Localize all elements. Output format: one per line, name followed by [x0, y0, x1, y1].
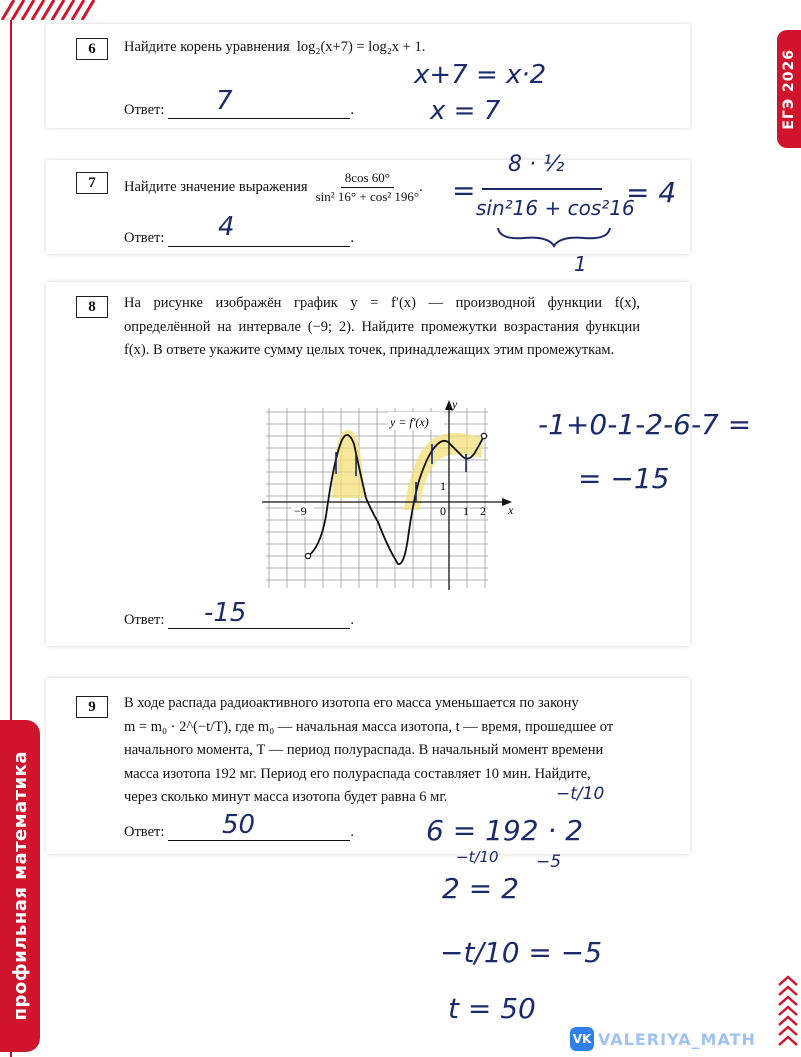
handwritten-result: = 4 [626, 176, 677, 209]
handwritten-step: x = 7 [430, 96, 501, 126]
tick-label: 1 [463, 504, 469, 518]
handwritten-step: 6 = 192 · 2 [426, 814, 584, 847]
vk-icon: VK [570, 1027, 594, 1051]
handwritten-exponent: −t/10 [456, 848, 499, 866]
handwritten-brace-value: 1 [574, 252, 587, 276]
answer-field[interactable]: Ответ: . [124, 824, 354, 840]
handwritten-answer: -15 [204, 598, 247, 628]
tick-label: 0 [440, 504, 446, 518]
task-statement: На рисунке изображён график y = f′(x) — производной функции f(x), определённой на интервале (−9; 2). Найдите промежутки возрастания функции f(x). В ответе укажите сумму целых точек, принадлежащих этим промежуткам. [124, 295, 640, 358]
handwritten-equals: = [452, 174, 476, 207]
handwritten-answer: 4 [218, 212, 235, 242]
handwritten-step: t = 50 [448, 992, 536, 1025]
handwritten-brace [494, 224, 614, 250]
task-number: 6 [76, 38, 108, 60]
handwritten-step: 2 = 2 [442, 872, 519, 905]
handwritten-exponent: −t/10 [556, 784, 605, 804]
chevron-up-icon [777, 975, 799, 1055]
brand-name: VALERIYA_MATH [598, 1029, 756, 1049]
subject-tag [0, 720, 40, 1052]
handwritten-fraction-bar [482, 188, 602, 190]
handwritten-step: x+7 = x·2 [414, 60, 547, 90]
task-statement: В ходе распада радиоактивного изотопа его масса уменьшается по закону m = m₀ · 2^(−t/T), где m₀ — начальная масса изотопа, t — время, прошедшее от начального момента, T — период полураспада. В начальный момент времени масса изотопа 192 мг. Период его полураспада составляет 10 мин. Найдите, через сколько минут масса изотопа будет равна 6 мг. [124, 695, 614, 805]
handwritten-answer: 7 [216, 86, 233, 116]
handwritten-sum: -1+0-1-2-6-7 = [538, 408, 752, 441]
tick-label: −9 [294, 504, 307, 518]
y-axis-label: y [452, 398, 458, 411]
handwritten-exponent: −5 [536, 852, 562, 872]
task-statement: Найдите корень уравнения log₂(x+7) = log₂x + 1. [124, 39, 426, 55]
handwritten-sum-result: = −15 [578, 462, 670, 495]
derivative-graph [262, 398, 522, 594]
handwritten-denominator: sin²16 + cos²16 [476, 196, 635, 220]
answer-field[interactable]: Ответ: . [124, 230, 354, 246]
open-endpoint-right [481, 433, 486, 438]
author-brand[interactable] [570, 1027, 756, 1051]
x-axis-label: x [508, 503, 514, 517]
task-card-9 [46, 678, 690, 854]
handwritten-step: −t/10 = −5 [440, 936, 603, 969]
tick-label: 2 [480, 504, 486, 518]
function-label: y = f′(x) [390, 415, 429, 429]
exam-year-tag [777, 30, 801, 148]
corner-stripes-decoration [0, 0, 100, 20]
subject-text: профильная математика [9, 751, 31, 1021]
task-number: 7 [76, 172, 108, 194]
task-statement: Найдите значение выражения 8cos 60° sin² 16° + cos² 196° . [124, 170, 423, 204]
answer-field[interactable]: Ответ: . [124, 612, 354, 628]
open-endpoint-left [305, 553, 310, 558]
exam-year-text: ЕГЭ 2026 [781, 48, 797, 130]
handwritten-answer: 50 [222, 810, 256, 840]
task-number: 8 [76, 296, 108, 318]
task-card-6 [46, 24, 690, 128]
task-number: 9 [76, 696, 108, 718]
handwritten-numerator: 8 · ½ [508, 152, 565, 177]
answer-field[interactable]: Ответ: . [124, 102, 354, 118]
tick-label: 1 [440, 479, 446, 493]
